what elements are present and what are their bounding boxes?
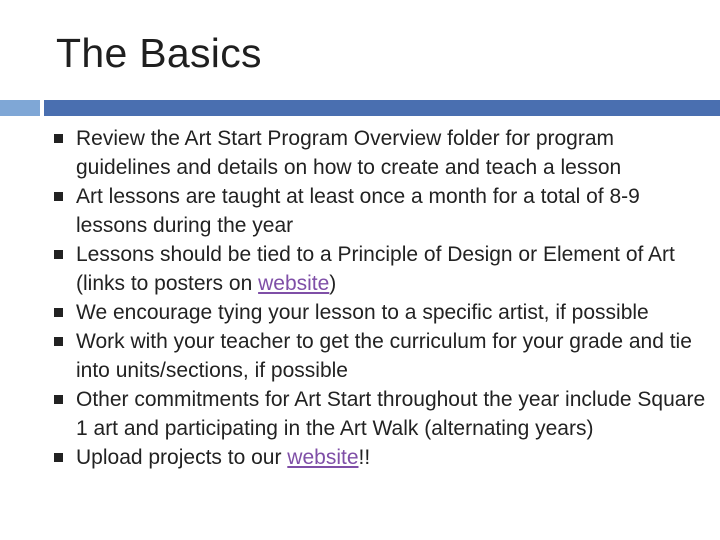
square-bullet-icon bbox=[54, 192, 63, 201]
bullet-item bbox=[48, 124, 708, 182]
square-bullet-icon bbox=[54, 308, 63, 317]
bullet-text-before-link: Lessons should be tied to a Principle of Design or Element of Art (links to posters on bbox=[76, 243, 675, 295]
square-bullet-icon bbox=[54, 395, 63, 404]
square-bullet-icon bbox=[54, 250, 63, 259]
bullet-text-after-link: ) bbox=[329, 272, 337, 295]
slide-title: The Basics bbox=[56, 30, 262, 76]
bullet-text: We encourage tying your lesson to a specific artist, if possible bbox=[76, 301, 649, 324]
bullet-text: Other commitments for Art Start throughout the year include Square 1 art and participating in the Art Walk (alternating years) bbox=[76, 388, 706, 440]
website-link[interactable]: website bbox=[287, 446, 359, 469]
accent-bar-right bbox=[44, 100, 720, 116]
square-bullet-icon bbox=[54, 453, 63, 462]
bullet-text: Art lessons are taught at least once a month for a total of 8-9 lessons during the year bbox=[76, 185, 640, 237]
website-link[interactable]: website bbox=[258, 272, 330, 295]
accent-bar-left bbox=[0, 100, 40, 116]
bullet-item bbox=[48, 385, 708, 443]
square-bullet-icon bbox=[54, 337, 63, 346]
bullet-item bbox=[48, 298, 708, 327]
bullet-list bbox=[48, 124, 708, 472]
bullet-text: Review the Art Start Program Overview folder for program guidelines and details on how to create and teach a lesson bbox=[76, 127, 622, 179]
bullet-text-before-link: Upload projects to our bbox=[76, 446, 288, 469]
bullet-item bbox=[48, 327, 708, 385]
bullet-text-after-link: !! bbox=[358, 446, 371, 469]
bullet-item bbox=[48, 443, 708, 472]
square-bullet-icon bbox=[54, 134, 63, 143]
bullet-item bbox=[48, 240, 708, 298]
bullet-item bbox=[48, 182, 708, 240]
bullet-text: Work with your teacher to get the curriculum for your grade and tie into units/sections, if possible bbox=[76, 330, 692, 382]
